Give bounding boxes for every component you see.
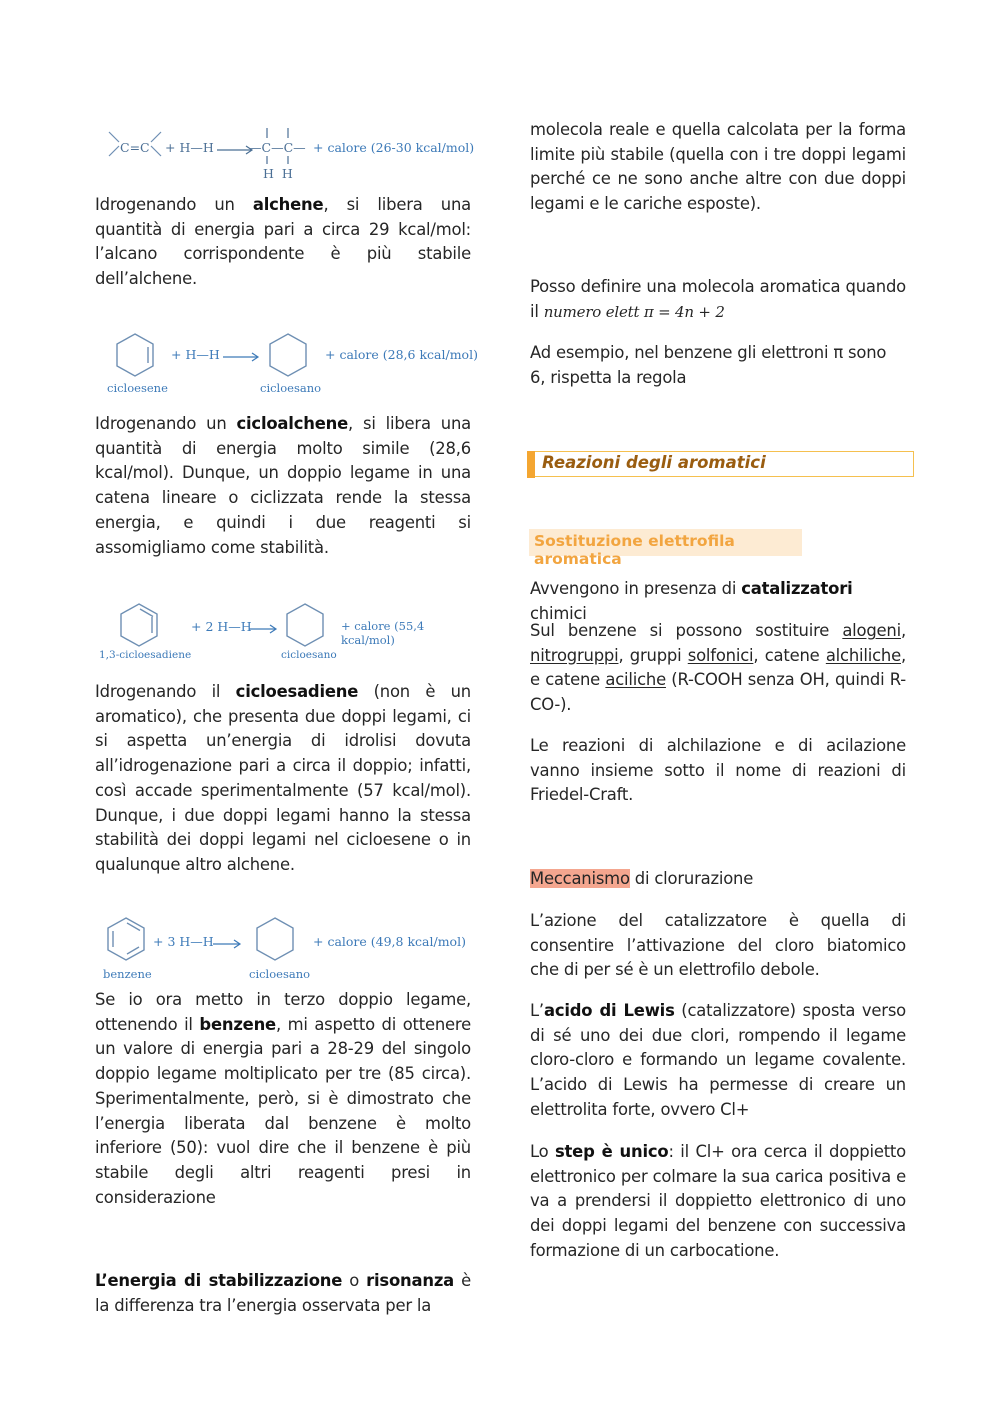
huckel-rule-formula: numero elett π = 4n + 2 <box>543 302 725 321</box>
cyclohexene-ring-icon <box>115 332 159 380</box>
cyclohexene-heat: + calore (28,6 kcal/mol) <box>325 347 478 362</box>
benzene-hydrogenation-diagram <box>101 914 481 984</box>
benzene-heat: + calore (49,8 kcal/mol) <box>313 934 466 949</box>
substituents-paragraph: Sul benzene si possono sostituire alogeni, nitrogruppi, gruppi solfonici, catene alchiliche, e catene aciliche (R-COOH senza OH, quindi R-CO-). <box>530 621 906 715</box>
cyclohexene-hydrogenation-diagram <box>105 332 485 398</box>
cyclohexene-reagent: + H—H <box>171 347 220 362</box>
cyclohexane-label: cicloesano <box>281 649 337 661</box>
cycloalkene-paragraph: Idrogenando un cicloalchene, si libera una quantità di energia molto simile (28,6 kcal/mol). Dunque, un doppio legame in una catena lineare o ciclizzata rende la stessa energia, e quindi i due reagenti si assomigliamo come stabilità. <box>95 414 471 557</box>
benzene-label: benzene <box>103 967 152 981</box>
alkene-hydrogenation-diagram <box>107 124 477 184</box>
alkene-heat: + calore (26-30 kcal/mol) <box>313 140 475 155</box>
alkene-formula: C=C <box>120 140 150 155</box>
cyclohexane-ring-icon <box>255 916 299 964</box>
arrow-icon <box>213 939 253 949</box>
lewis-acid-paragraph: L’acido di Lewis (catalizzatore) sposta verso di sé uno dei due clori, rompendo il legame cloro-cloro e formando un legame covalente. L’acido di Lewis ha permesse di creare un elettrolita forte, ovvero Cl+ <box>530 1001 907 1119</box>
resonance-continuation-paragraph: molecola reale e quella calcolata per la forma limite più stabile (quella con i tre doppi legami perché ce ne sono anche altre con due doppi legami e le cariche esposte). <box>530 120 906 214</box>
benzene-example-paragraph: Ad esempio, nel benzene gli elettroni π sono 6, rispetta la regola <box>530 343 887 387</box>
section-heading-text: Reazioni degli aromatici <box>542 453 766 472</box>
alkene-reagent: + H—H <box>165 140 214 155</box>
alkane-formula: —C—C— <box>249 140 306 155</box>
cyclohexane-ring-icon <box>285 602 329 650</box>
benzene-reagent: + 3 H—H <box>153 934 214 949</box>
subsection-heading <box>529 529 802 568</box>
cyclohexadiene-ring-icon <box>119 602 163 650</box>
catalysts-paragraph: Avvengono in presenza di catalizzatori chimici <box>530 579 853 623</box>
hydrogen-atoms: H H <box>263 166 293 181</box>
subsection-heading-text: Sostituzione elettrofila aromatica <box>534 532 735 568</box>
catalyst-action-paragraph: L’azione del catalizzatore è quella di consentire l’attivazione del cloro biatomico che di per sé è un elettrofilo debole. <box>530 911 906 980</box>
cyclohexane-label: cicloesano <box>260 381 322 395</box>
cyclohexadiene-heat: + calore (55,4 kcal/mol) <box>341 619 425 647</box>
cyclohexene-label: cicloesene <box>107 381 168 395</box>
benzene-paragraph: Se io ora metto in terzo doppio legame, ottenendo il benzene, mi aspetto di ottenere un valore di energia pari a 28-29 del singolo doppio legame moltiplicato per tre (85 circa). Sperimentalmente, però, si è dimostrato che l’energia liberata dal benzene è molto inferiore (50): vuol dire che il benzene è più stabile degli altri reagenti presi in considerazione <box>95 990 471 1207</box>
mechanism-title: Meccanismo di clorurazione <box>530 869 754 888</box>
friedel-craft-paragraph: Le reazioni di alchilazione e di acilazione vanno insieme sotto il nome di reazioni di Friedel-Craft. <box>530 736 906 805</box>
stabilization-energy-paragraph: L’energia di stabilizzazione o risonanza è la differenza tra l’energia osservata per la <box>95 1271 471 1315</box>
unique-step-paragraph: Lo step è unico: il Cl+ ora cerca il doppietto elettronico per colmare la sua carica positiva e va a prendersi il doppietto elettronico di uno dei doppi legami del benzene con successiva formazione di un carbocatione. <box>530 1142 906 1260</box>
cyclohexadiene-hydrogenation-diagram <box>99 602 479 666</box>
arrow-icon <box>223 352 263 362</box>
cyclohexane-label: cicloesano <box>249 967 311 981</box>
benzene-ring-icon <box>106 916 150 964</box>
cyclohexadiene-paragraph: Idrogenando il cicloesadiene (non è un aromatico), che presenta due doppi legami, ci si aspetta un’energia di idrolisi dovuta all’idrogenazione pari a circa il doppio; infatti, così accade sperimentalmente (57 kcal/mol). Dunque, i due doppi legami hanno la stessa stabilità dei doppi legami nel cicloesene o in qualunque altro alchene. <box>95 682 471 874</box>
alkene-paragraph: Idrogenando un alchene, si libera una quantità di energia pari a circa 29 kcal/mol: l’alcano corrispondente è più stabile dell’alchene. <box>95 195 471 289</box>
cyclohexane-ring-icon <box>268 332 312 380</box>
cyclohexadiene-label: 1,3-cicloesadiene <box>99 649 192 661</box>
section-heading <box>527 451 914 477</box>
arrow-icon <box>249 624 289 634</box>
mechanism-highlight: Meccanismo <box>530 869 630 888</box>
aromatic-definition-paragraph: Posso definire una molecola aromatica quando il numero elett π = 4n + 2 <box>530 277 906 321</box>
cyclohexadiene-reagent: + 2 H—H <box>191 619 252 634</box>
